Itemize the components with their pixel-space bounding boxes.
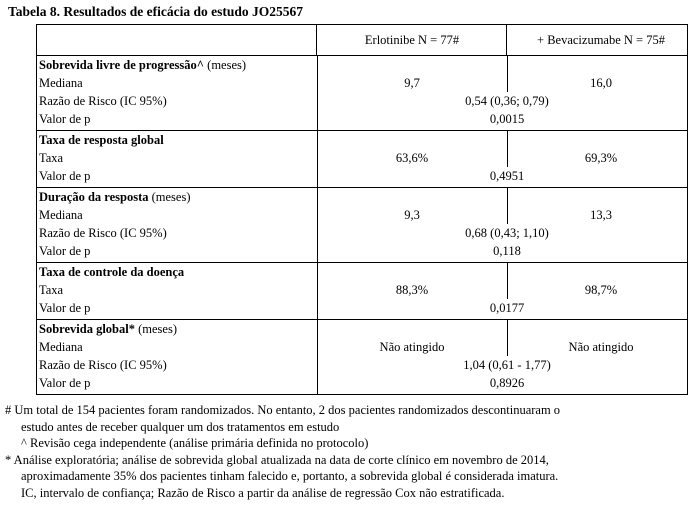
section-cell: [37, 56, 688, 131]
erlotinibe-value: 9,3: [404, 208, 420, 222]
section-heading: [37, 188, 687, 206]
merged-value: 0,0015: [489, 112, 525, 126]
merged-value: 1,04 (0,61 - 1,77): [463, 358, 551, 372]
table-header-row: [37, 25, 688, 56]
footnotes: [5, 402, 695, 501]
section-heading: [37, 320, 687, 338]
table-title: Tabela 8. Resultados de eficácia do estudo JO25567: [8, 4, 304, 19]
merged-value: 0,68 (0,43; 1,10): [465, 226, 549, 240]
section-heading-unit: (meses): [148, 190, 191, 204]
bevacizumabe-value: 98,7%: [584, 283, 618, 297]
bevacizumabe-value: 69,3%: [584, 151, 618, 165]
bevacizumabe-value: 13,3: [590, 208, 612, 222]
section-heading: [37, 56, 687, 74]
row-label: Razão de Risco (IC 95%): [39, 94, 167, 108]
section-cell: [37, 188, 688, 263]
merged-value: 0,0177: [489, 301, 525, 315]
merged-value: 0,118: [493, 244, 521, 258]
efficacy-results-table: [36, 24, 688, 395]
column-header-bevacizumabe: + Bevacizumabe N = 75#: [537, 33, 665, 47]
row-label: Valor de p: [39, 244, 91, 258]
section-heading-text: Taxa de controle da doença: [39, 265, 185, 279]
footnote-hash-cont: estudo antes de receber qualquer um dos tratamentos em estudo: [21, 419, 340, 434]
section-row: [37, 263, 688, 320]
section-heading-unit: (meses): [204, 58, 247, 72]
bevacizumabe-value: 16,0: [590, 76, 612, 90]
treatment-column-divider: [507, 131, 508, 167]
merged-value: 0,4951: [489, 169, 525, 183]
section-heading-text: Taxa de resposta global: [39, 133, 164, 147]
section-heading: [37, 263, 687, 281]
row-label: Taxa: [39, 283, 64, 297]
footnote-ic: IC, intervalo de confiança; Razão de Risco a partir da análise de regressão Cox não estratificada.: [21, 485, 505, 500]
section-heading-unit: (meses): [134, 322, 177, 336]
section-heading-text: Sobrevida livre de progressão^: [39, 58, 205, 72]
section-cell: [37, 263, 688, 320]
footnote-asterisk: * Análise exploratória; análise de sobrevida global atualizada na data de corte clínico em novembro de 2014,: [5, 452, 549, 467]
label-column-divider: [317, 131, 318, 187]
row-label: Valor de p: [39, 112, 91, 126]
row-label: Mediana: [39, 208, 83, 222]
row-label: Mediana: [39, 76, 83, 90]
treatment-column-divider: [507, 320, 508, 356]
merged-value: 0,8926: [489, 376, 525, 390]
section-row: [37, 56, 688, 131]
erlotinibe-value: 63,6%: [395, 151, 429, 165]
header-columns-cell: [317, 25, 688, 56]
footnote-hash: # Um total de 154 pacientes foram randomizados. No entanto, 2 dos pacientes randomizados descontinuaram o: [5, 403, 561, 417]
section-heading: [37, 131, 687, 149]
section-cell: [37, 320, 688, 395]
label-column-divider: [317, 263, 318, 319]
column-divider: [506, 25, 507, 55]
row-label: Razão de Risco (IC 95%): [39, 226, 167, 240]
merged-value: 0,54 (0,36; 0,79): [465, 94, 549, 108]
section-row: [37, 188, 688, 263]
column-header-erlotinibe: Erlotinibe N = 77#: [364, 33, 460, 47]
erlotinibe-value: 9,7: [404, 76, 420, 90]
row-label: Valor de p: [39, 376, 91, 390]
section-heading-text: Duração da resposta: [39, 190, 149, 204]
label-column-divider: [317, 56, 318, 130]
footnote-asterisk-cont: aproximadamente 35% dos pacientes tinham falecido e, portanto, a sobrevida global é considerada imatura.: [21, 469, 559, 483]
row-label: Mediana: [39, 340, 83, 354]
footnote-caret: ^ Revisão cega independente (análise primária definida no protocolo): [21, 436, 369, 450]
label-column-divider: [317, 188, 318, 262]
treatment-column-divider: [507, 56, 508, 92]
bevacizumabe-value: Não atingido: [568, 340, 634, 354]
section-row: [37, 131, 688, 188]
row-label: Valor de p: [39, 169, 91, 183]
erlotinibe-value: 88,3%: [395, 283, 429, 297]
label-column-divider: [317, 320, 318, 394]
treatment-column-divider: [507, 263, 508, 299]
row-label: Taxa: [39, 151, 64, 165]
treatment-column-divider: [507, 188, 508, 224]
erlotinibe-value: Não atingido: [379, 340, 445, 354]
section-heading-text: Sobrevida global*: [39, 322, 135, 336]
header-empty-cell: [37, 25, 317, 56]
section-cell: [37, 131, 688, 188]
row-label: Razão de Risco (IC 95%): [39, 358, 167, 372]
row-label: Valor de p: [39, 301, 91, 315]
section-row: [37, 320, 688, 395]
